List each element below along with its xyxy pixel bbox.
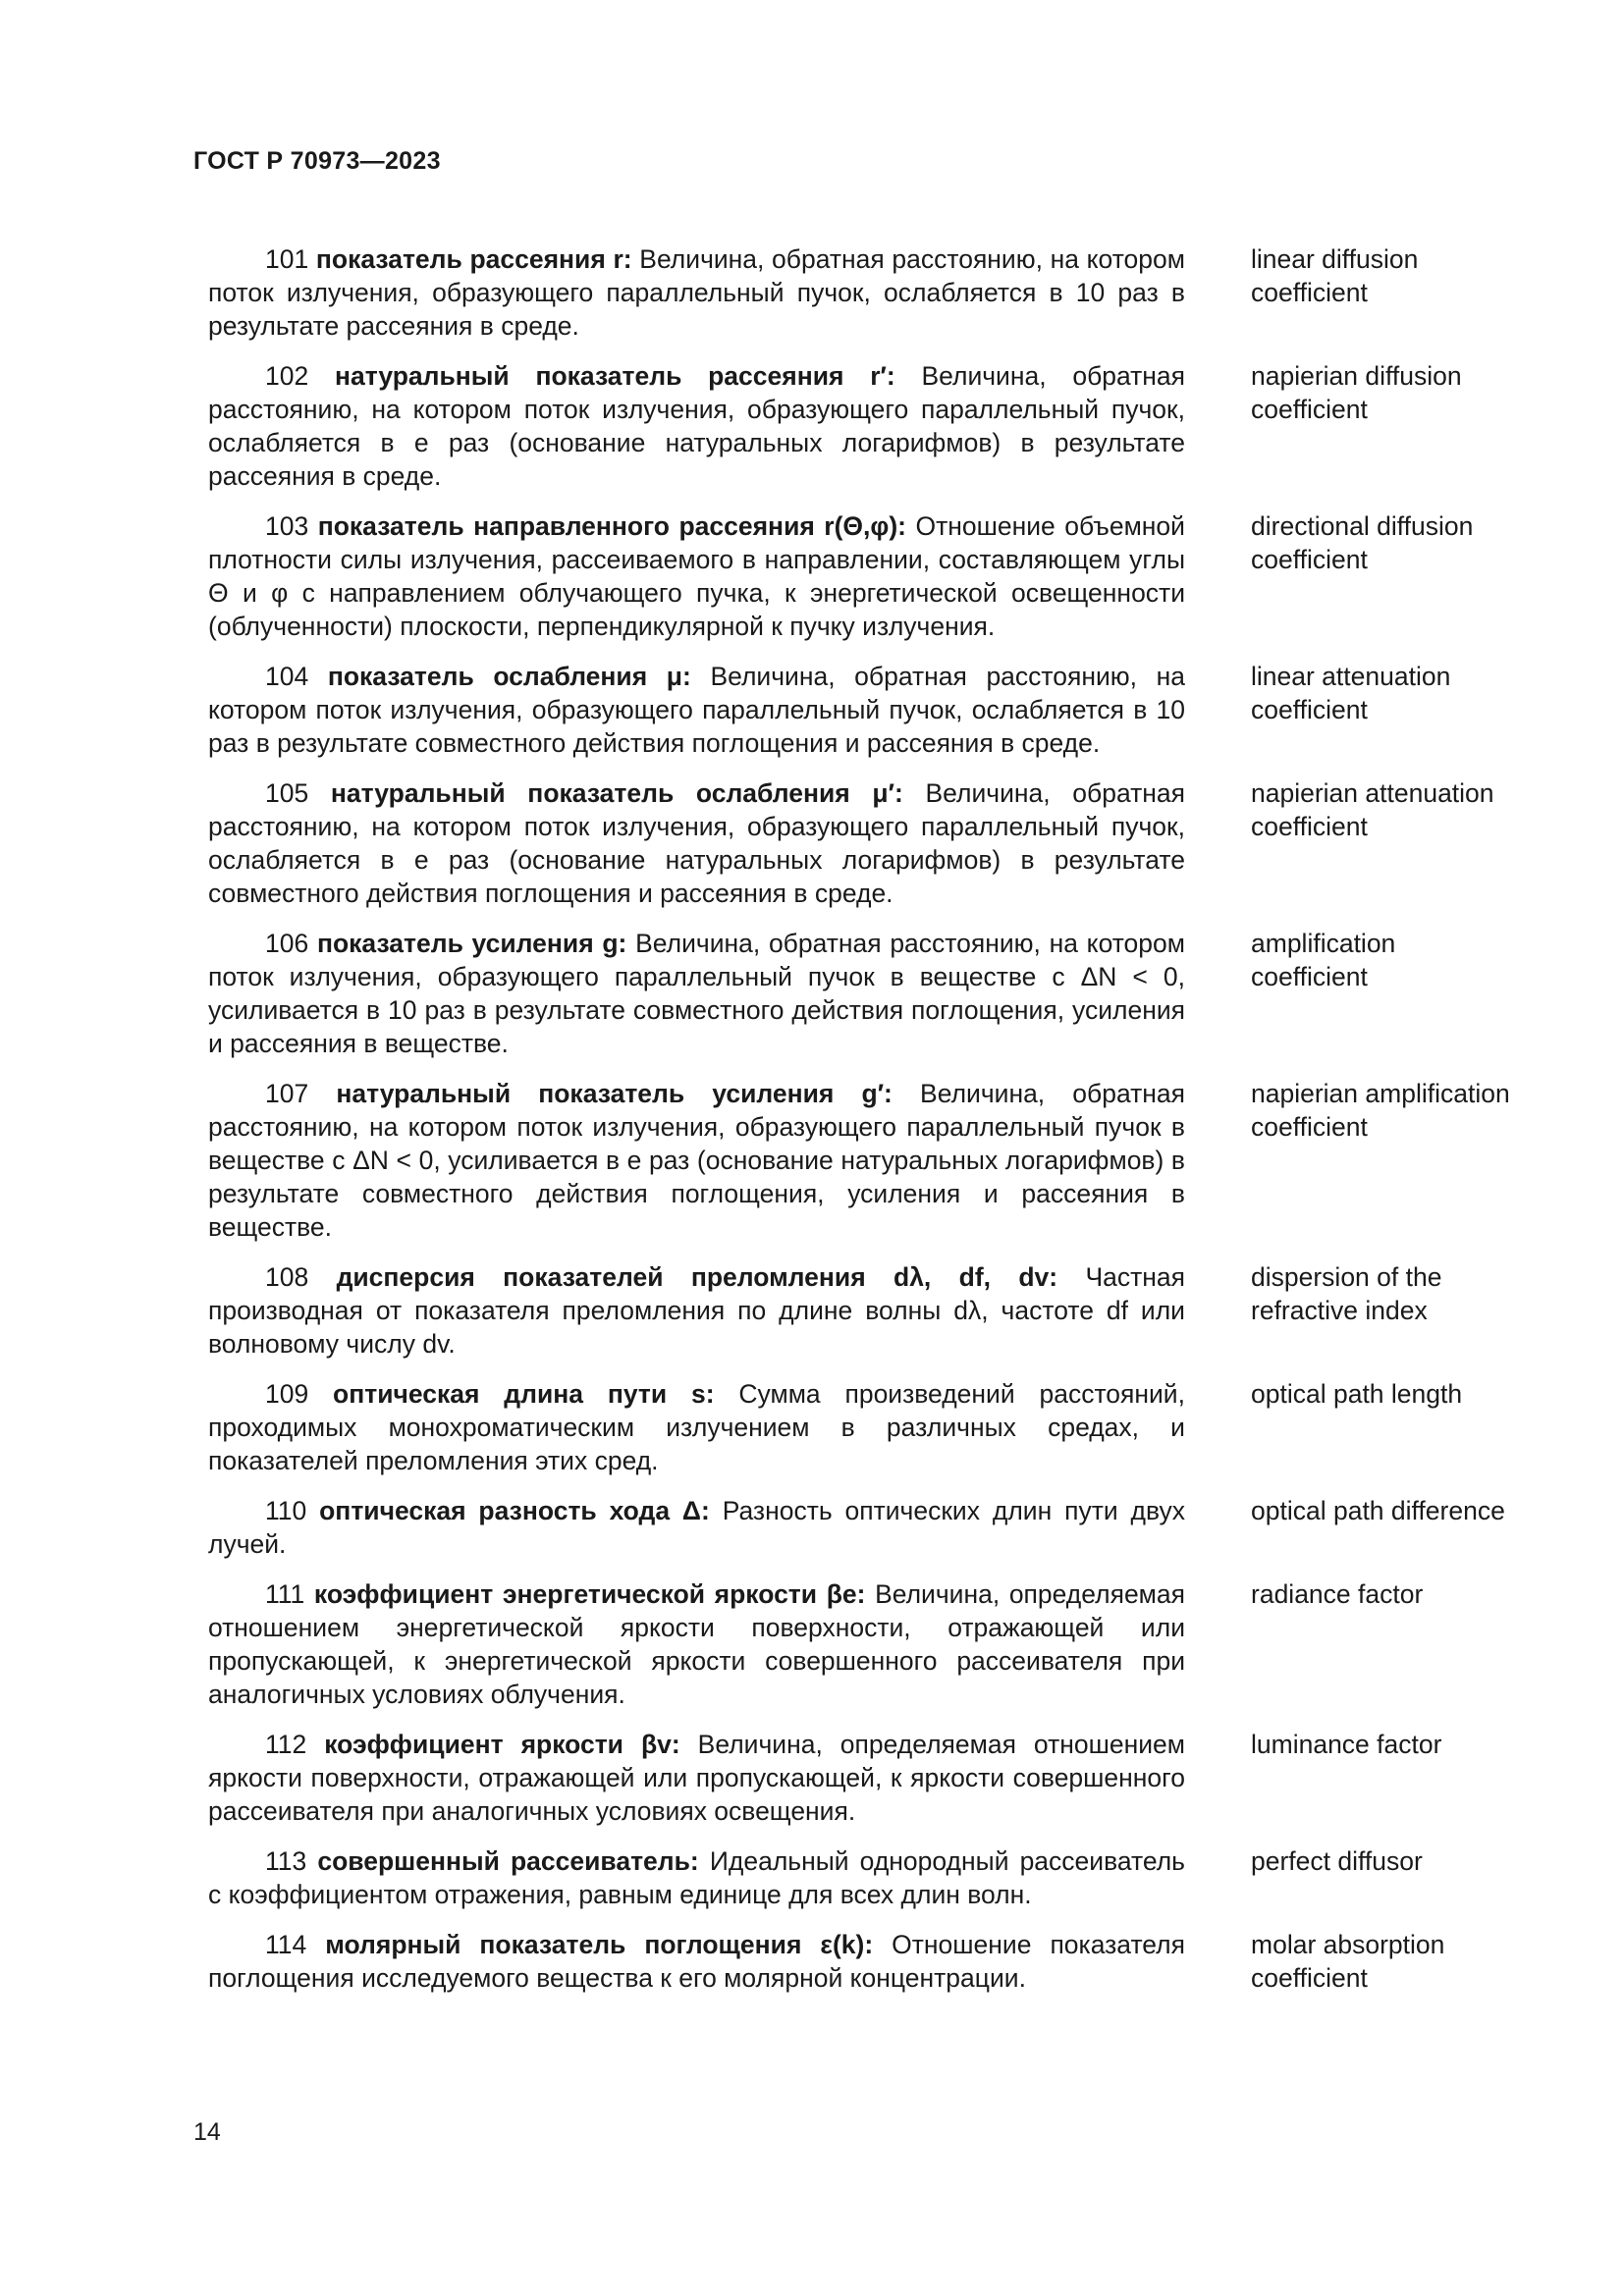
term-name: молярный показатель поглощения ε(k): [325,1930,874,1959]
term-entry [208,1728,1514,1828]
term-definition [208,927,1185,1060]
term-text: Частная производная от показателя преломления по длине волны dλ, частоте df или волновому числу dv. [208,1262,1185,1359]
english-equivalent: luminance factor [1251,1730,1442,1759]
term-number: 105 [265,778,309,808]
english-equivalent: napierian amplification coefficient [1251,1079,1510,1142]
english-equivalent: perfect diffusor [1251,1846,1423,1876]
english-equivalent: optical path difference [1251,1496,1505,1525]
term-text: Отношение объемной плотности силы излучения, рассеиваемого в направлении, составляющем углы Θ и φ с направлением облучающего пучка, к энергетической освещенности (облученности) плоскости, перпендикулярной к пучку излучения. [208,511,1185,641]
term-number: 106 [265,929,309,958]
term-name: коэффициент энергетической яркости βe: [313,1579,866,1609]
term-name: оптическая разность хода Δ: [319,1496,710,1525]
term-entry [208,927,1514,1060]
term-definition [208,1077,1185,1244]
term-name: коэффициент яркости βv: [324,1730,680,1759]
term-name: показатель направленного рассеяния r(Θ,φ): [317,511,907,541]
term-number: 113 [265,1846,307,1876]
term-number: 110 [265,1496,307,1525]
term-entry [208,1077,1514,1244]
term-definition [208,1728,1185,1828]
term-definition [208,1377,1185,1477]
term-text: Величина, определяемая отношением яркости поверхности, отражающей или пропускающей, к яркости совершенного рассеивателя при аналогичных условиях освещения. [208,1730,1185,1826]
term-entry [208,1928,1514,1995]
term-name: оптическая длина пути s: [333,1379,715,1409]
term-text: Разность оптических длин пути двух лучей. [208,1496,1185,1559]
english-equivalent: dispersion of the refractive index [1251,1262,1442,1325]
page-number: 14 [193,2118,221,2146]
english-equivalent: radiance factor [1251,1579,1424,1609]
english-equivalent: linear diffusion coefficient [1251,244,1419,307]
term-definition [208,359,1185,493]
term-text: Сумма произведений расстояний, проходимых монохроматическим излучением в различных средах, и показателей преломления этих сред. [208,1379,1185,1475]
term-number: 114 [265,1930,307,1959]
term-number: 109 [265,1379,309,1409]
term-definition [208,1844,1185,1911]
term-number: 104 [265,662,309,691]
term-definition [208,242,1185,343]
term-name: натуральный показатель рассеяния r′: [334,361,895,391]
term-entry [208,359,1514,493]
english-equivalent: napierian diffusion coefficient [1251,361,1462,424]
term-name: показатель рассеяния r: [315,244,632,274]
term-name: показатель усиления g: [316,929,627,958]
term-definition [208,1577,1185,1711]
term-number: 101 [265,244,309,274]
term-definition [208,776,1185,910]
term-definition [208,1260,1185,1361]
term-text: Величина, обратная расстоянию, на котором поток излучения, образующего параллельный пучок, ослабляется в 10 раз в результате совместного действия поглощения и рассеяния в среде. [208,662,1185,758]
english-equivalent: napierian attenuation coefficient [1251,778,1494,841]
term-number: 111 [265,1579,305,1609]
term-entry [208,509,1514,643]
term-number: 103 [265,511,309,541]
term-entry [208,1844,1514,1911]
term-text: Величина, обратная расстоянию, на котором поток излучения, образующего параллельный пучок, ослабляется в 10 раз в результате рассеяния в среде. [208,244,1185,341]
term-definition [208,1928,1185,1995]
terms-list [208,242,1514,2011]
term-text: Величина, обратная расстоянию, на котором поток излучения, образующего параллельный пучок, ослабляется в e раз (основание натуральных логарифмов) в результате совместного действия поглощения и рассеяния в среде. [208,778,1185,908]
term-text: Величина, обратная расстоянию, на котором поток излучения, образующего параллельный пучок в веществе с ΔN < 0, усиливается в e раз (основание натуральных логарифмов) в результате совместного действия поглощения, усиления и рассеяния в веществе. [208,1079,1185,1242]
term-entry [208,660,1514,760]
term-definition [208,660,1185,760]
term-entry [208,242,1514,343]
english-equivalent: molar absorption coefficient [1251,1930,1445,1993]
term-name: натуральный показатель усиления g′: [336,1079,893,1108]
term-definition [208,1494,1185,1561]
term-name: совершенный рассеиватель: [317,1846,699,1876]
term-entry [208,1577,1514,1711]
term-text: Идеальный однородный рассеиватель с коэффициентом отражения, равным единице для всех длин волн. [208,1846,1185,1909]
term-definition [208,509,1185,643]
english-equivalent: amplification coefficient [1251,929,1396,991]
term-text: Отношение показателя поглощения исследуемого вещества к его молярной концентрации. [208,1930,1185,1993]
english-equivalent: optical path length [1251,1379,1463,1409]
term-number: 112 [265,1730,307,1759]
term-entry [208,1494,1514,1561]
term-text: Величина, обратная расстоянию, на котором поток излучения, образующего параллельный пучок в веществе с ΔN < 0, усиливается в 10 раз в результате совместного действия поглощения, усиления и рассеяния в веществе. [208,929,1185,1058]
term-name: дисперсия показателей преломления dλ, df, dv: [336,1262,1058,1292]
english-equivalent: linear attenuation coefficient [1251,662,1451,724]
term-entry [208,1260,1514,1361]
term-name: натуральный показатель ослабления μ′: [330,778,903,808]
term-text: Величина, определяемая отношением энергетической яркости поверхности, отражающей или пропускающей, к энергетической яркости совершенного рассеивателя при аналогичных условиях облучения. [208,1579,1185,1709]
english-equivalent: directional diffusion coefficient [1251,511,1474,574]
term-number: 107 [265,1079,309,1108]
term-name: показатель ослабления μ: [327,662,691,691]
term-number: 108 [265,1262,309,1292]
standard-header: ГОСТ Р 70973—2023 [193,147,441,175]
term-entry [208,1377,1514,1477]
term-number: 102 [265,361,309,391]
term-text: Величина, обратная расстоянию, на котором поток излучения, образующего параллельный пучок, ослабляется в e раз (основание натуральных логарифмов) в результате рассеяния в среде. [208,361,1186,491]
term-entry [208,776,1514,910]
